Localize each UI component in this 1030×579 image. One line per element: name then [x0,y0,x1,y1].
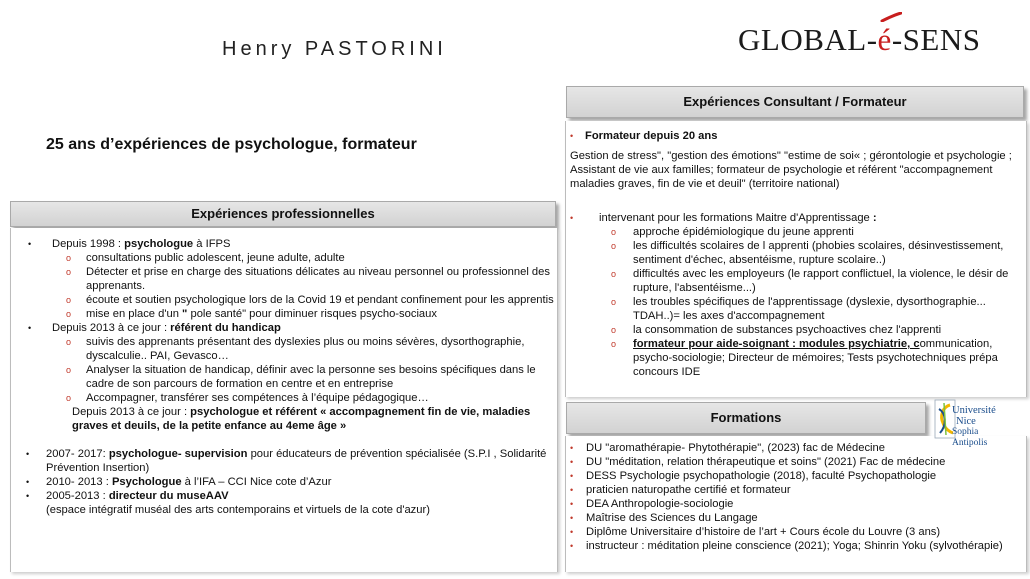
global-e-sens-logo [738,22,980,58]
university-logo [934,399,1012,448]
list-item: • Maîtrise des Sciences du Langage [570,512,758,524]
list-item: • DEA Anthropologie-sociologie [570,498,734,510]
list-item: • DU "méditation, relation thérapeutique et soins" (2021) Fac de médecine [570,456,946,468]
list-item: o consultations public adolescent, jeune adulte, adulte [66,252,345,264]
pro-section-title: Expériences professionnelles [191,206,375,221]
logo-text-main: GLOBAL- [738,22,878,57]
consult-paragraph: Gestion de stress", "gestion des émotions" "estime de soi« ; gérontologie et psychologie ; Assistant de vie aux familles; formateur de psychologie et référent "accompagnement maladies graves, fin de vie et deuil" (territoire national) [570,150,1012,190]
list-item: • 2007- 2017: psychologue- supervision pour éducateurs de prévention spécialisée (S.P.I , Solidarité Prévention Insertion) [26,448,547,474]
list-item: o Accompagner, transférer ses compétences à l’équipe pédagogique… [66,392,429,404]
list-item: • instructeur : méditation pleine conscience (2021); Yoga; Shinrin Yoku (sylvothérapie) [570,540,1003,552]
consult-section-title: Expériences Consultant / Formateur [683,94,907,109]
list-item: o la consommation de substances psychoactives chez l'apprenti [611,324,942,336]
list-item: • DESS Psychologie psychopathologie (2018), faculté Psychopathologie [570,470,937,482]
list-item: o Analyser la situation de handicap, définir avec la personne ses besoins spécifiques dans le cadre de son parcours de formation en centre et en entreprise [66,364,536,390]
list-item: o approche épidémiologique du jeune apprenti [611,226,854,238]
formations-section-title: Formations [710,410,782,425]
pro-section-content [10,237,556,517]
list-item: • Depuis 1998 : psychologue à IFPS [28,238,231,250]
list-item: o formateur pour aide-soignant : modules psychiatrie, communication, psycho-sociologie; Directeur de mémoires; Tests psychotechniques prépa concours IDE [611,338,998,378]
list-item: • 2010- 2013 : Psychologue à l’IFA – CCI Nice cote d’Azur [26,476,332,488]
author-name: Henry PASTORINI [222,38,447,60]
list-item: o difficultés avec les employeurs (le rapport conflictuel, la violence, le désir de rupture, l'absentéisme...) [611,268,1009,294]
list-item: • praticien naturopathe certifié et formateur [570,484,791,496]
list-item: Depuis 2013 à ce jour : psychologue et référent « accompagnement fin de vie, maladies graves et deuils, de la petite enfance au 4eme âge » [72,406,531,432]
logo-text-tail: -SENS [891,22,981,57]
list-item: o suivis des apprenants présentant des dyslexies plus ou moins sévères, dysorthographie, dyscalculie.. PAI, Gevasco… [66,336,525,362]
university-name-line2: Nice [956,416,976,427]
list-item: • Formateur depuis 20 ans [570,130,718,142]
logo-e-letter: é [878,22,892,57]
formations-section-header [566,402,926,434]
list-item: • 2005-2013 : directeur du museAAV (espace intégratif muséal des arts contemporains et virtuels de la cote d'azur) [26,490,430,516]
list-item: o mise en place d'un " pole santé" pour diminuer risques psycho-sociaux [66,308,437,320]
page-headline: 25 ans d’expériences de psychologue, formateur [46,136,417,153]
list-item: • Diplôme Universitaire d’histoire de l’art + Cours école du Louvre (3 ans) [570,526,941,538]
university-name-line3: Sophia Antipolis [952,427,988,448]
list-item: • Depuis 2013 à ce jour : référent du handicap [28,322,281,334]
consult-section-header [566,86,1024,118]
formations-section-content [567,441,1023,553]
list-item: • intervenant pour les formations Maitre d'Apprentissage : [570,212,877,224]
list-item: o écoute et soutien psychologique lors de la Covid 19 et pendant confinement pour les apprentis [66,294,554,306]
list-item: o Détecter et prise en charge des situations délicates au niveau personnel ou professionnel des apprenants. [66,266,550,292]
list-item: o les difficultés scolaires de l apprenti (phobies scolaires, désinvestissement, sentiment d'échec, absentéisme, rupture scolaire..) [611,240,1004,266]
pro-section-header [10,201,556,227]
list-item: • DU "aromathérapie- Phytothérapie", (2023) fac de Médecine [570,442,885,454]
university-name-line1: Université [952,405,996,416]
consult-section-content [567,129,1023,379]
list-item: o les troubles spécifiques de l'apprentissage (dyslexie, dysorthographie... TDAH..)= les axes d'accompagnement [611,296,986,322]
logo-swoosh-icon [880,12,902,22]
